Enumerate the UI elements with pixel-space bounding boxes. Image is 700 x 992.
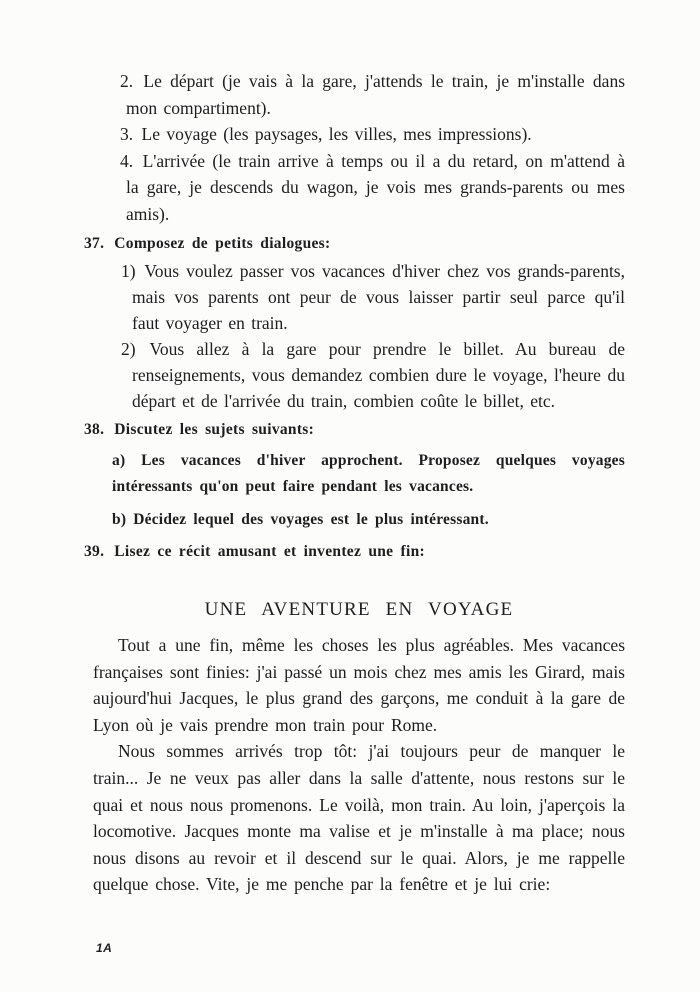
subject-item: a) Les vacances d'hiver approchent. Proposez quelques voyages intéressants qu'on peut faire pendant les vacances. (112, 452, 625, 495)
exercise-37-items (121, 258, 625, 414)
list-item-text: Le départ (je vais à la gare, j'attends le train, je m'installe dans mon compartiment). (126, 71, 626, 118)
story-paragraph: Nous sommes arrivés trop tôt: j'ai toujours peur de manquer le train... Je ne veux pas aller dans la salle d'attente, nous restons sur le quai et nous nous promenons. Le voilà, mon train. Au loin, j'aperçois la locomotive. Jacques monte ma valise et je m'installe à ma place; nous nous disons au revoir et il descend sur le quai. Alors, je me rappelle quelque chose. Vite, je me penche par la fenêtre et je lui crie: (93, 741, 625, 895)
subject-item: b) Décidez lequel des voyages est le plus intéressant. (112, 511, 489, 528)
list-item-number: 4. (120, 150, 134, 171)
story-paragraph: Tout a une fin, même les choses les plus agréables. Mes vacances françaises sont finies: j'ai passé un mois chez mes amis les Girard, mais aujourd'hui Jacques, le plus grand des garçons, me conduit à la gare de Lyon où je vais prendre mon train pour Rome. (93, 635, 625, 735)
exercise-number: 37. (84, 235, 105, 252)
exercise-number: 38. (84, 421, 105, 438)
exercise-38-heading (84, 420, 625, 440)
list-item-text: Le voyage (les paysages, les villes, mes impressions). (141, 124, 532, 144)
list-item (120, 148, 625, 228)
list-item-number: 2. (120, 71, 134, 91)
list-item (120, 121, 625, 148)
exercise-title: Lisez ce récit amusant et inventez une fin: (114, 543, 425, 560)
item-number: 2) (121, 339, 136, 359)
exercise-37-heading (84, 234, 625, 254)
dialogue-item (121, 258, 625, 336)
page-signature-mark: 1A (96, 941, 113, 955)
exercise-title: Composez de petits dialogues: (114, 235, 331, 252)
item-text: Vous voulez passer vos vacances d'hiver chez vos grands-parents, mais vos parents ont peur de vous laisser partir seul parce qu'il faut voyager en train. (132, 261, 625, 333)
list-item (120, 68, 625, 121)
exercise-number: 39. (84, 543, 105, 560)
dialogue-item (121, 336, 625, 414)
item-number: 1) (121, 261, 136, 281)
list-item-text: L'arrivée (le train arrive à temps ou il a du retard, on m'attend à la gare, je descends du wagon, je vois mes grands-parents ou mes amis). (126, 150, 625, 224)
exercise-38-items (112, 448, 625, 533)
exercise-39-heading (84, 542, 625, 562)
intro-numbered-list (120, 68, 625, 227)
exercise-title: Discutez les sujets suivants: (114, 421, 315, 438)
item-text: Vous allez à la gare pour prendre le billet. Au bureau de renseignements, vous demandez combien dure le voyage, l'heure du départ et de l'arrivée du train, combien coûte le billet, etc. (132, 339, 625, 411)
list-item-number: 3. (120, 124, 134, 144)
story-title: UNE AVENTURE EN VOYAGE (204, 599, 514, 620)
